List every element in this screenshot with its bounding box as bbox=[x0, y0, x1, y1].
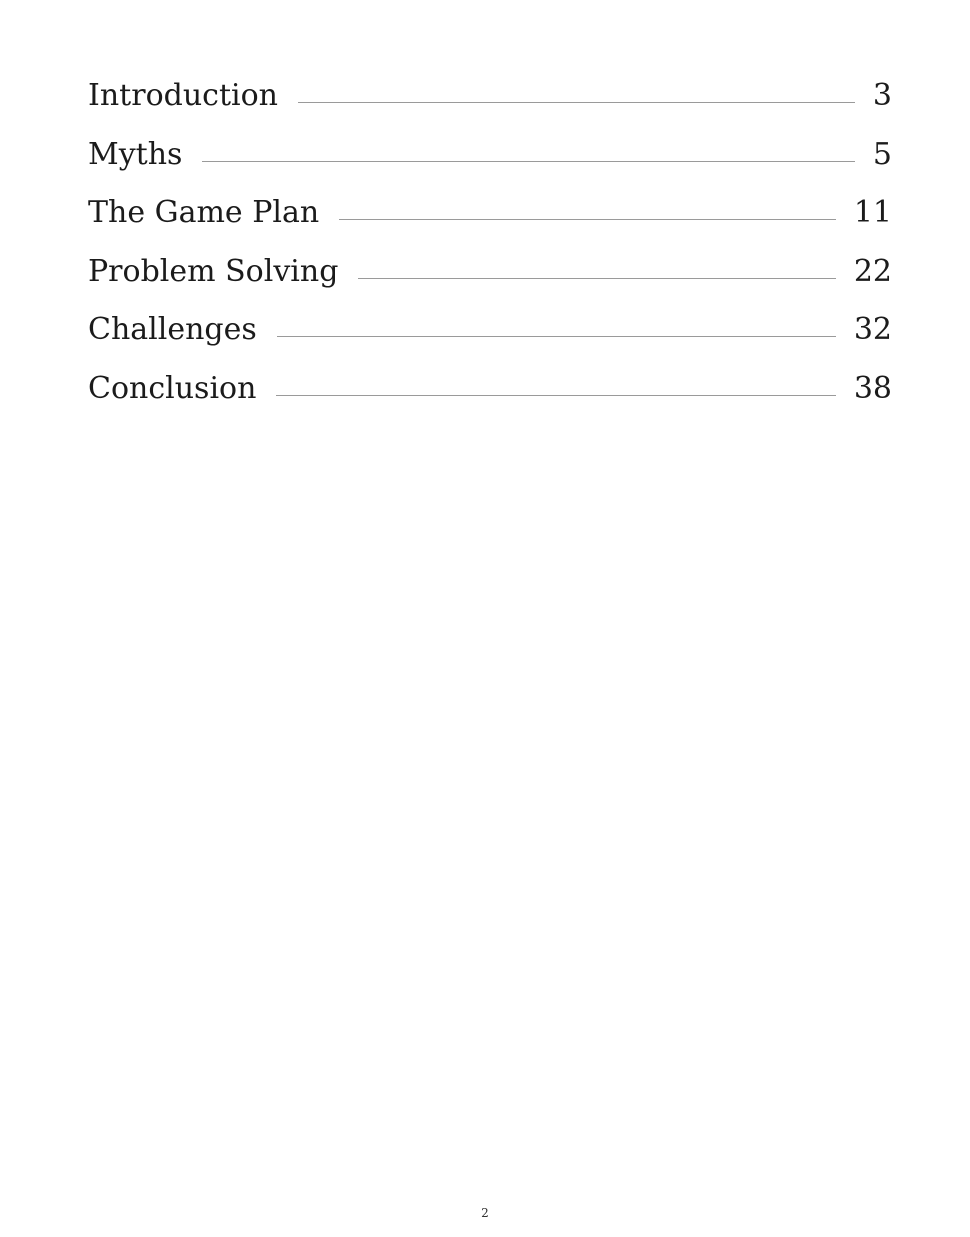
toc-entry-myths[interactable] bbox=[88, 131, 892, 190]
toc-leader-line bbox=[276, 395, 835, 396]
toc-entry-page: 38 bbox=[853, 370, 892, 406]
toc-entry-page: 3 bbox=[872, 78, 892, 113]
toc-entry-title: Problem Solving bbox=[88, 253, 339, 289]
toc-entry-title: The Game Plan bbox=[88, 195, 320, 230]
toc-entry-page: 11 bbox=[853, 195, 892, 230]
toc-entry-page: 32 bbox=[853, 312, 892, 347]
toc-entry-title: Introduction bbox=[88, 78, 278, 113]
table-of-contents bbox=[88, 72, 892, 423]
toc-entry-conclusion[interactable] bbox=[88, 365, 892, 424]
toc-entry-title: Myths bbox=[88, 136, 183, 172]
toc-entry-title: Challenges bbox=[88, 312, 257, 347]
toc-entry-challenges[interactable] bbox=[88, 306, 892, 365]
toc-entry-page: 22 bbox=[853, 253, 892, 289]
page-number: 2 bbox=[481, 1206, 489, 1220]
toc-entry-introduction[interactable] bbox=[88, 72, 892, 131]
toc-leader-line bbox=[339, 219, 836, 220]
toc-entry-the-game-plan[interactable] bbox=[88, 189, 892, 248]
toc-entry-problem-solving[interactable] bbox=[88, 248, 892, 307]
toc-leader-line bbox=[277, 336, 836, 337]
toc-entry-page: 5 bbox=[872, 136, 892, 172]
toc-leader-line bbox=[358, 278, 835, 279]
toc-leader-line bbox=[202, 161, 854, 162]
toc-leader-line bbox=[298, 102, 855, 103]
toc-entry-title: Conclusion bbox=[88, 370, 257, 406]
